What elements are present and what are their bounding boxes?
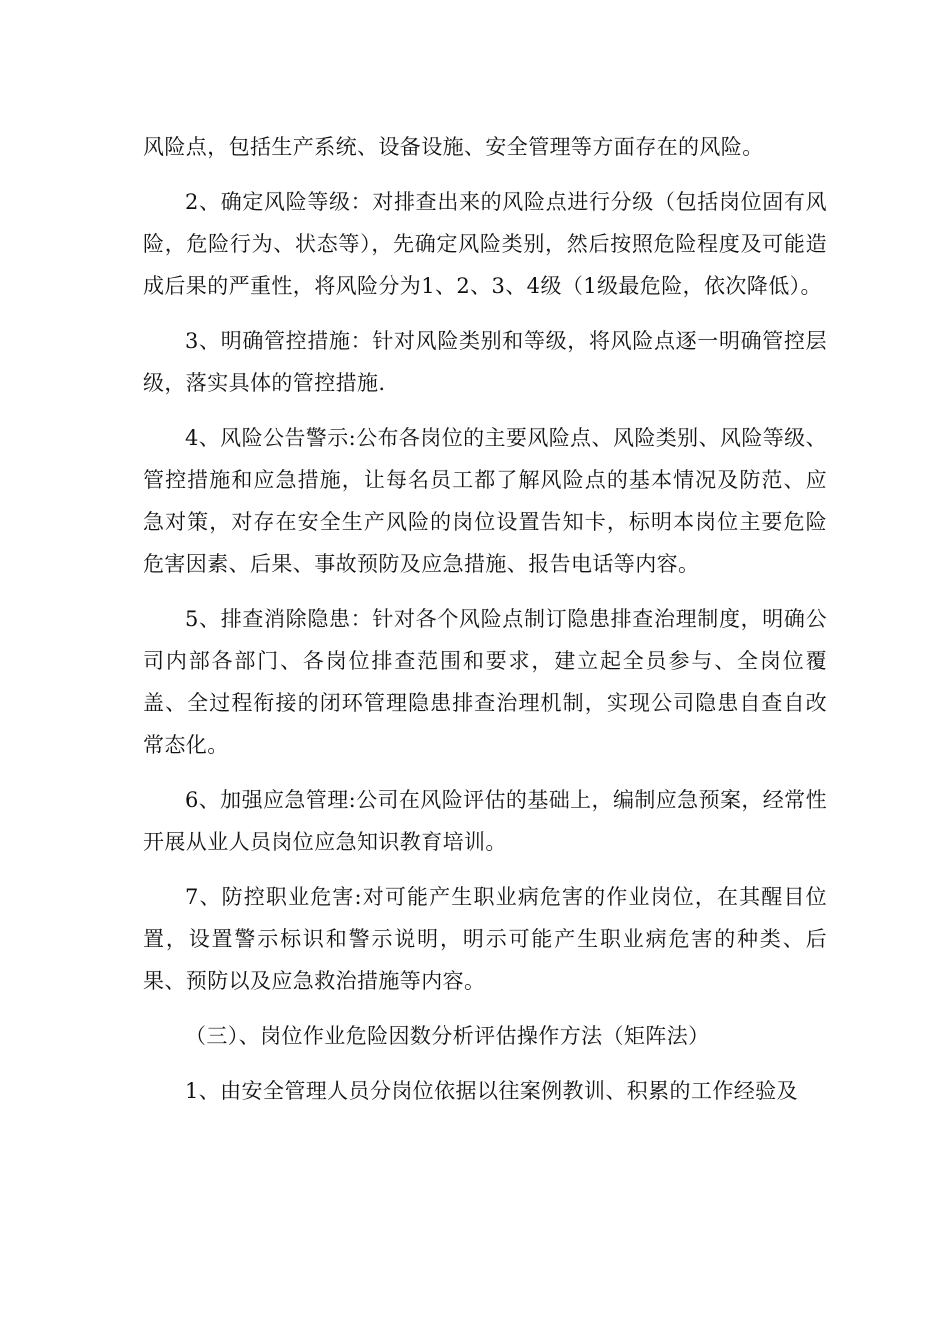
paragraph-item-7: 7、防控职业危害:对可能产生职业病危害的作业岗位，在其醒目位置，设置警示标识和警示说明，明示可能产生职业病危害的种类、后果、预防以及应急救治措施等内容。 [143,885,827,993]
paragraph-item-1: 1、由安全管理人员分岗位依据以往案例教训、积累的工作经验及 [185,1079,798,1103]
document-body [143,126,827,1125]
paragraph-continuation: 风险点，包括生产系统、设备设施、安全管理等方面存在的风险。 [143,135,764,159]
paragraph-item-4: 4、风险公告警示:公布各岗位的主要风险点、风险类别、风险等级、管控措施和应急措施，让每名员工都了解风险点的基本情况及防范、应急对策，对存在安全生产风险的岗位设置告知卡，标明本岗位主要危险危害因素、后果、事故预防及应急措施、报告电话等内容。 [143,426,827,576]
paragraph-item-5: 5、排查消除隐患：针对各个风险点制订隐患排查治理制度，明确公司内部各部门、各岗位排查范围和要求，建立起全员参与、全岗位覆盖、全过程衔接的闭环管理隐患排查治理机制，实现公司隐患自查自改常态化。 [143,607,827,757]
paragraph-item-3: 3、明确管控措施：针对风险类别和等级，将风险点逐一明确管控层级，落实具体的管控措施. [143,329,827,395]
paragraph-item-2: 2、确定风险等级：对排查出来的风险点进行分级（包括岗位固有风险，危险行为、状态等），先确定风险类别，然后按照危险程度及可能造成后果的严重性，将风险分为1、2、3、4级（1级最危险，依次降低）。 [143,190,827,298]
section-heading: （三）、岗位作业危险因数分析评估操作方法（矩阵法） [185,1024,710,1048]
paragraph-item-6: 6、加强应急管理:公司在风险评估的基础上，编制应急预案，经常性开展从业人员岗位应急知识教育培训。 [143,788,827,854]
